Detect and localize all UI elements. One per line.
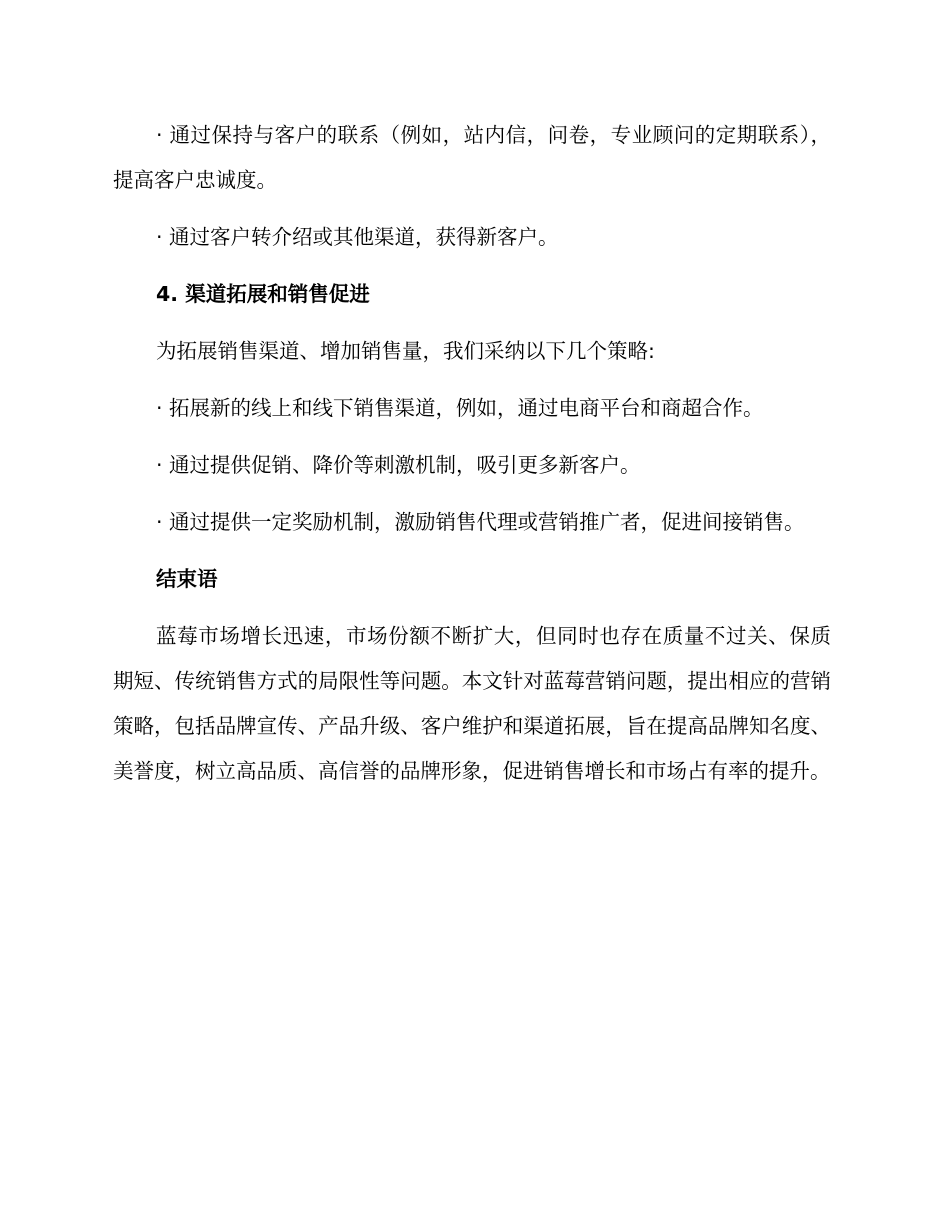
document-page bbox=[113, 113, 831, 806]
bullet-customer-contact: · 通过保持与客户的联系（例如，站内信，问卷，专业顾问的定期联系），提高客户忠诚度。 bbox=[113, 123, 831, 192]
bullet-referral: · 通过客户转介绍或其他渠道，获得新客户。 bbox=[156, 225, 559, 249]
bullet-new-channels: · 拓展新的线上和线下销售渠道，例如，通过电商平台和商超合作。 bbox=[156, 396, 764, 420]
section-intro: 为拓展销售渠道、增加销售量，我们采纳以下几个策略: bbox=[156, 339, 655, 363]
conclusion-text: 蓝莓市场增长迅速，市场份额不断扩大，但同时也存在质量不过关、保质期短、传统销售方式的局限性等问题。本文针对蓝莓营销问题，提出相应的营销策略，包括品牌宣传、产品升级、客户维护和渠道拓展，旨在提高品牌知名度、美誉度，树立高品质、高信誉的品牌形象，促进销售增长和市场占有率的提升。 bbox=[113, 624, 831, 783]
conclusion-heading: 结束语 bbox=[156, 567, 218, 591]
bullet-promotions: · 通过提供促销、降价等刺激机制，吸引更多新客户。 bbox=[156, 453, 641, 477]
section-heading-channels: 4. 渠道拓展和销售促进 bbox=[156, 282, 370, 306]
bullet-incentives: · 通过提供一定奖励机制，激励销售代理或营销推广者，促进间接销售。 bbox=[156, 510, 805, 534]
